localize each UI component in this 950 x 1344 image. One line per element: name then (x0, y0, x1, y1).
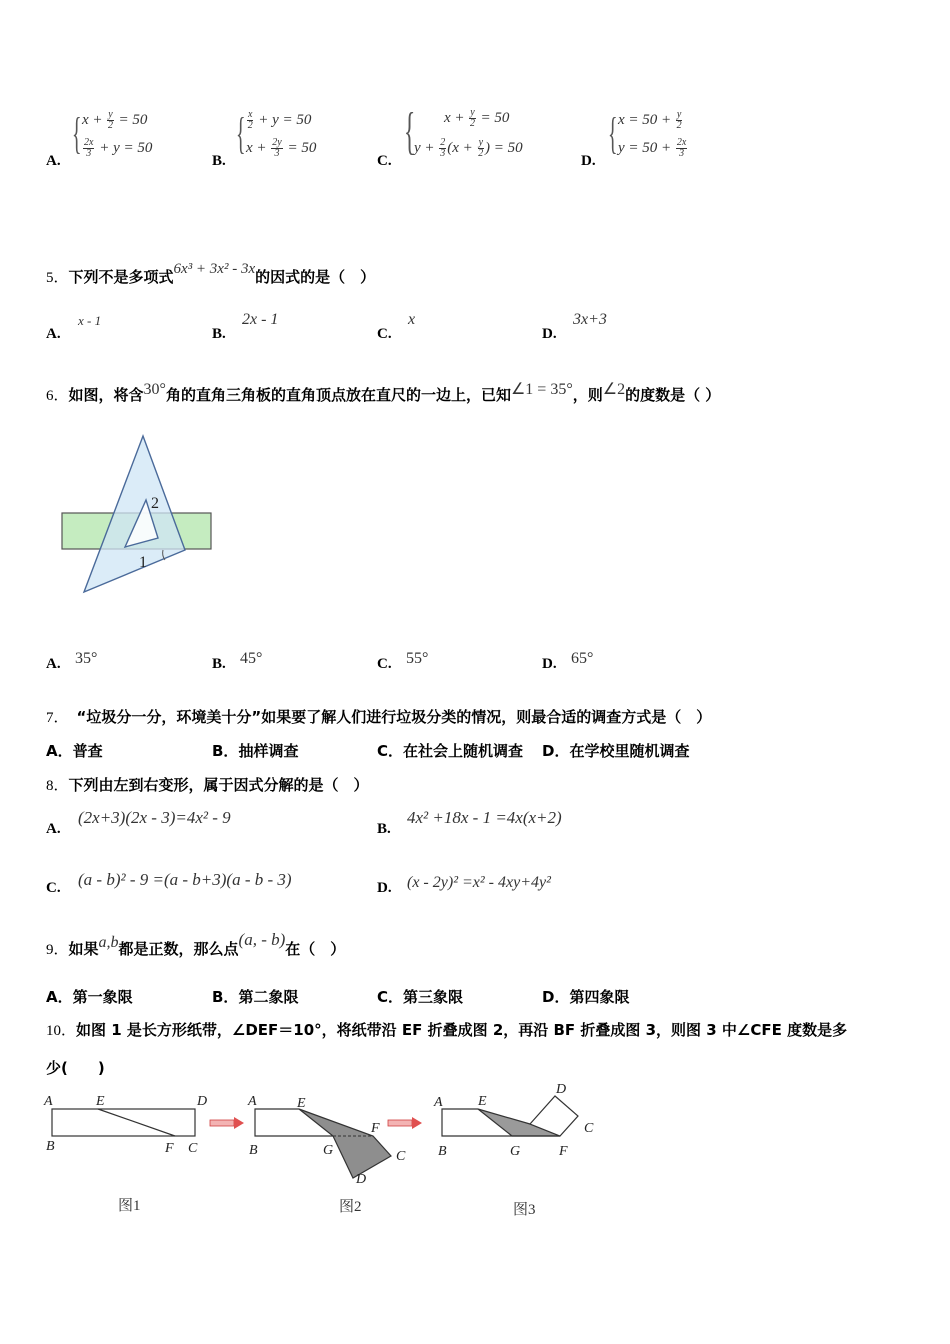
q8-stem (46, 774, 369, 795)
label-f: F (559, 1144, 568, 1159)
q4-option-c-system (404, 103, 564, 168)
label-angle-2: 2 (151, 495, 159, 512)
q6-option-a-value: 35° (75, 650, 98, 667)
q9-a-letter: A． (46, 988, 73, 1006)
q5-option-c-value: x (408, 311, 416, 328)
fold-line-ef (98, 1109, 175, 1136)
label-g: G (510, 1144, 521, 1159)
q4-option-a-letter: A. (46, 153, 61, 169)
label-g: G (323, 1143, 334, 1158)
q6-angle: 30° (143, 381, 166, 398)
q4-b-eq1: $\frac{x}{2}$ + y = 50 (247, 109, 312, 131)
q9-option-a (46, 986, 133, 1007)
q6-text1: 如图，将含 (68, 386, 144, 404)
q7-option-a (46, 740, 103, 761)
q9-stem (46, 930, 346, 959)
q5-text-before: 下列不是多项式 (68, 268, 174, 286)
q7-stem (46, 706, 711, 727)
q10-number: 10． (46, 1023, 77, 1039)
q5-text-after: 的因式的是（ ） (255, 268, 376, 286)
label-b: B (438, 1144, 447, 1159)
q5-option-d-value: 3x+3 (573, 311, 607, 328)
q9-option-b (212, 986, 298, 1007)
q8-option-d-letter: D. (377, 880, 392, 896)
q8-option-c-value: (a - b)² - 9 =(a - b+3)(a - b - 3) (78, 870, 292, 889)
q8-option-b-value: 4x² +18x - 1 =4x(x+2) (407, 808, 562, 827)
q4-option-d-letter: D. (581, 153, 596, 169)
label-d: D (556, 1082, 567, 1097)
q9-text2: 都是正数，那么点 (118, 940, 239, 958)
q9-c-letter: C． (377, 988, 404, 1006)
q9-d-letter: D． (542, 988, 570, 1006)
q8-option-b-letter: B. (377, 821, 391, 837)
q4-d-eq1: x = 50 + $\frac{y}{2}$ (618, 109, 682, 131)
q7-number: 7． (46, 710, 69, 726)
q10-stem-line1 (46, 1019, 847, 1040)
q9-d-value: 第四象限 (569, 988, 630, 1006)
q7-b-letter: B． (212, 742, 239, 760)
q7-text: “垃圾分一分，环境美十分”如果要了解人们进行垃圾分类的情况，则最合适的调查方式是（ ） (76, 708, 712, 726)
label-f: F (165, 1141, 174, 1156)
brace-icon: { (236, 109, 246, 158)
q6-option-d-value: 65° (571, 650, 594, 667)
q10-figure-3 (430, 1080, 605, 1160)
q4-option-c-letter: C. (377, 153, 392, 169)
q6-option-b-value: 45° (240, 650, 263, 667)
q9-option-d (542, 986, 629, 1007)
q5-option-b-letter: B. (212, 326, 226, 342)
q6-number: 6． (46, 388, 69, 404)
q10-line1: 如图 1 是长方形纸带，∠DEF＝10°，将纸带沿 EF 折叠成图 2，再沿 BF 折叠成图 3，则图 3 中∠CFE 度数是多 (76, 1021, 848, 1039)
caption-figure-1: 图1 (118, 1198, 141, 1214)
label-a: A (44, 1094, 53, 1109)
q9-b-letter: B． (212, 988, 239, 1006)
q10-figure-2 (243, 1088, 418, 1188)
q4-d-eq2: y = 50 + $\frac{2x}{3}$ (618, 137, 687, 159)
q7-c-letter: C． (377, 742, 404, 760)
q4-option-a-system (72, 108, 192, 164)
q7-option-c (377, 740, 523, 761)
brace-icon: { (404, 103, 416, 160)
q8-option-a-letter: A. (46, 821, 61, 837)
q4-a-eq2: $\frac{2x}{3}$ + y = 50 (84, 137, 153, 159)
q5-option-c-letter: C. (377, 326, 392, 342)
q5-polynomial: 6x³ + 3x² - 3x (173, 261, 256, 277)
q8-option-a-value: (2x+3)(2x - 3)=4x² - 9 (78, 808, 231, 827)
q9-number: 9． (46, 942, 69, 958)
q8-option-d-value: (x - 2y)² =x² - 4xy+4y² (407, 874, 551, 891)
q6-option-b-letter: B. (212, 656, 226, 672)
q4-option-b-system (236, 108, 356, 164)
q6-figure (55, 430, 225, 600)
q6-text2: 角的直角三角板的直角顶点放在直尺的一边上，已知 (165, 386, 511, 404)
q4-b-eq2: x + $\frac{2y}{3}$ = 50 (246, 137, 317, 159)
paper-strip (52, 1109, 195, 1136)
q6-option-a-letter: A. (46, 656, 61, 672)
brace-icon: { (72, 109, 82, 158)
folded-part (299, 1109, 391, 1178)
label-b: B (46, 1139, 55, 1154)
q10-figure-1 (40, 1088, 215, 1168)
label-e: E (478, 1094, 487, 1109)
q8-number: 8． (46, 778, 69, 794)
arrow-right-icon (386, 1116, 424, 1130)
brace-icon: { (608, 109, 618, 158)
q5-number: 5． (46, 270, 69, 286)
q6-option-c-letter: C. (377, 656, 392, 672)
q9-text3: 在（ ） (285, 940, 346, 958)
q9-b-value: 第二象限 (238, 988, 299, 1006)
q9-text1: 如果 (68, 940, 99, 958)
q6-option-d-letter: D. (542, 656, 557, 672)
q9-option-c (377, 986, 463, 1007)
q5-option-a-letter: A. (46, 326, 61, 342)
label-e: E (96, 1094, 105, 1109)
q6-option-c-value: 55° (406, 650, 429, 667)
label-f: F (371, 1121, 380, 1136)
q4-option-b-letter: B. (212, 153, 226, 169)
label-a: A (434, 1095, 443, 1110)
label-c: C (584, 1121, 594, 1136)
label-d: D (197, 1094, 208, 1109)
q4-c-eq1: x + $\frac{y}{2}$ = 50 (444, 107, 510, 129)
q5-option-d-letter: D. (542, 326, 557, 342)
q5-option-b-value: 2x - 1 (242, 311, 279, 328)
q9-a-value: 第一象限 (72, 988, 133, 1006)
q9-point: (a, - b) (238, 930, 286, 949)
caption-figure-3: 图3 (513, 1202, 536, 1218)
q8-option-c-letter: C. (46, 880, 61, 896)
q7-c-value: 在社会上随机调查 (403, 742, 524, 760)
q6-text4: 的度数是（ ） (625, 386, 721, 404)
q4-c-eq2: y + $\frac{2}{3}$ (x + $\frac{y}{2}$ ) = 50 (414, 137, 523, 159)
q6-given: ∠1 = 35° (510, 381, 573, 398)
q6-target: ∠2 (602, 381, 626, 398)
q6-text3: ，则 (572, 386, 603, 404)
q7-a-value: 普查 (72, 742, 103, 760)
caption-figure-2: 图2 (339, 1199, 362, 1215)
label-a: A (248, 1094, 257, 1109)
q5-option-a-value: x - 1 (78, 313, 102, 328)
q4-option-d-system (608, 108, 728, 164)
q7-b-value: 抽样调查 (238, 742, 299, 760)
q4-a-eq1: x + $\frac{y}{2}$ = 50 (82, 109, 148, 131)
label-c: C (188, 1141, 198, 1156)
q7-d-value: 在学校里随机调查 (569, 742, 690, 760)
label-d: D (356, 1172, 367, 1187)
q9-vars: a,b (98, 934, 119, 951)
q7-d-letter: D． (542, 742, 570, 760)
q8-text: 下列由左到右变形，属于因式分解的是（ ） (68, 776, 369, 794)
q7-option-b (212, 740, 298, 761)
q5-stem (46, 261, 376, 287)
label-b: B (249, 1143, 258, 1158)
label-c: C (396, 1149, 406, 1164)
q6-stem (46, 381, 721, 405)
q10-line2: 少( ) (46, 1059, 105, 1077)
q7-option-d (542, 740, 689, 761)
q7-a-letter: A． (46, 742, 73, 760)
label-angle-1: 1 (139, 554, 147, 571)
label-e: E (297, 1096, 306, 1111)
arrow-right-icon (208, 1116, 246, 1130)
q9-c-value: 第三象限 (403, 988, 464, 1006)
